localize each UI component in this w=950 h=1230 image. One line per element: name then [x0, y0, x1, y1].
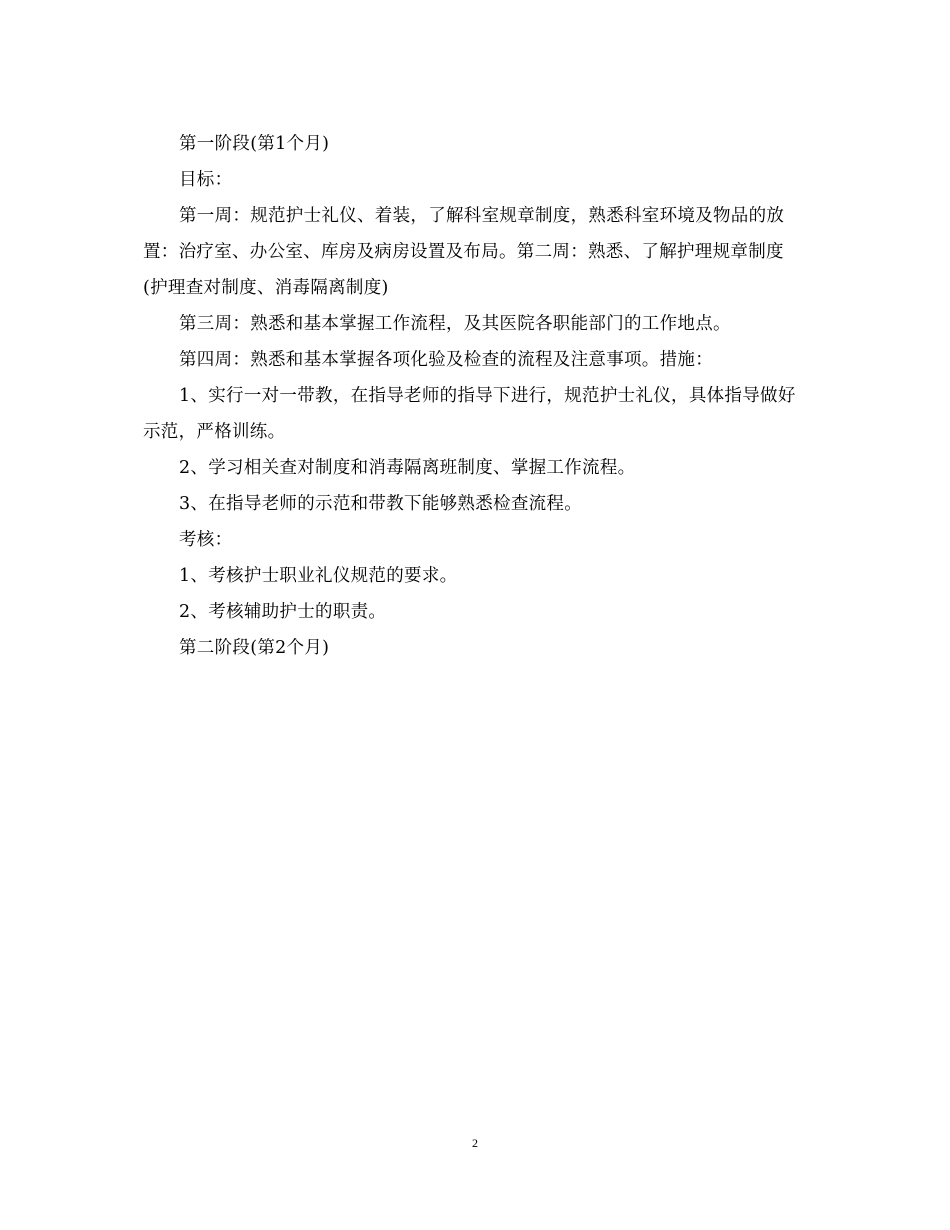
assessment-item-1: 1、考核护士职业礼仪规范的要求。 [179, 566, 458, 586]
measure-item-3: 3、在指导老师的示范和带教下能够熟悉检查流程。 [179, 494, 583, 514]
stage-two-heading: 第二阶段(第2个月) [179, 638, 330, 658]
page-number: 2 [472, 1136, 478, 1150]
assessment-label: 考核： [179, 530, 233, 550]
week-one-two-paragraph: 第一周：规范护士礼仪、着装，了解科室规章制度，熟悉科室环境及物品的放置：治疗室、办公室、库房及病房设置及布局。第二周：熟悉、了解护理规章制度(护理查对制度、消毒隔离制度) [143, 206, 785, 298]
document-body [143, 126, 807, 666]
week-three-paragraph: 第三周：熟悉和基本掌握工作流程，及其医院各职能部门的工作地点。 [179, 314, 731, 334]
stage-one-heading: 第一阶段(第1个月) [179, 134, 330, 154]
measure-item-2: 2、学习相关查对制度和消毒隔离班制度、掌握工作流程。 [179, 458, 636, 478]
goal-label: 目标： [179, 170, 233, 190]
week-four-paragraph: 第四周：熟悉和基本掌握各项化验及检查的流程及注意事项。措施： [179, 350, 713, 370]
assessment-item-2: 2、考核辅助护士的职责。 [179, 602, 387, 622]
measure-item-1: 1、实行一对一带教，在指导老师的指导下进行，规范护士礼仪，具体指导做好示范，严格训练。 [143, 386, 796, 442]
